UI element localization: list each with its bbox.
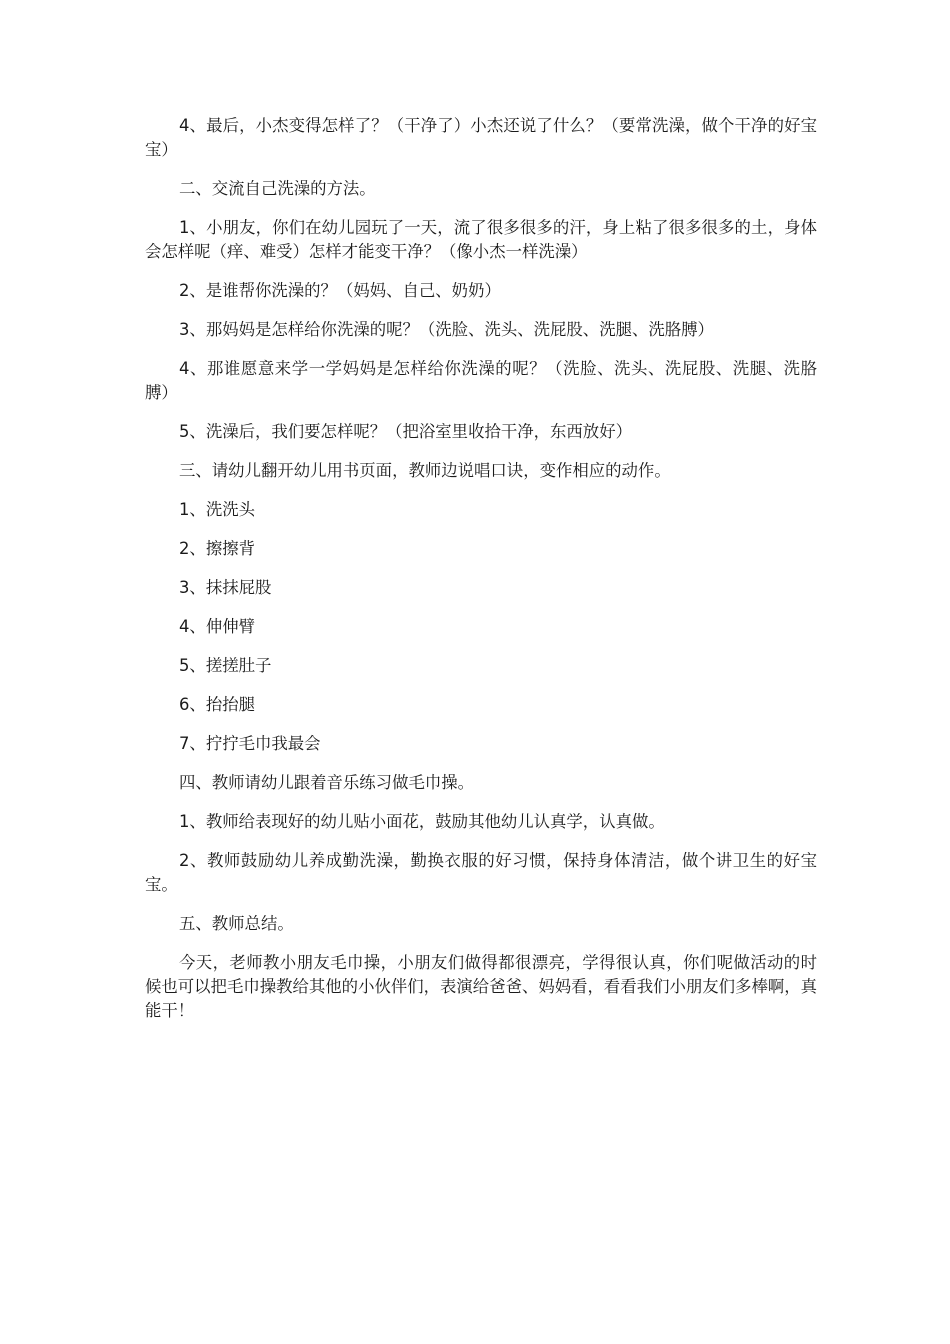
paragraph-encourage-1: 1、教师给表现好的幼儿贴小面花，鼓励其他幼儿认真学，认真做。 [179, 812, 665, 831]
paragraph-question-3: 3、那妈妈是怎样给你洗澡的呢？（洗脸、洗头、洗屁股、洗腿、洗胳膊） [179, 320, 714, 339]
section-heading-3: 三、请幼儿翻开幼儿用书页面，教师边说唱口诀，变作相应的动作。 [179, 461, 671, 480]
list-item-action-3: 3、抹抹屁股 [179, 578, 272, 597]
list-item-action-5: 5、搓搓肚子 [179, 656, 272, 675]
list-item-action-2: 2、擦擦背 [179, 539, 255, 558]
paragraph-step-4-result: 4、最后，小杰变得怎样了？（干净了）小杰还说了什么？（要常洗澡，做个干净的好宝宝） [145, 116, 817, 159]
paragraph-question-2: 2、是谁帮你洗澡的？（妈妈、自己、奶奶） [179, 281, 501, 300]
section-heading-2: 二、交流自己洗澡的方法。 [179, 179, 376, 198]
list-item-action-7: 7、拧拧毛巾我最会 [179, 734, 321, 753]
section-heading-4: 四、教师请幼儿跟着音乐练习做毛巾操。 [179, 773, 475, 792]
section-heading-5: 五、教师总结。 [179, 914, 294, 933]
list-item-action-6: 6、抬抬腿 [179, 695, 255, 714]
list-item-action-1: 1、洗洗头 [179, 500, 255, 519]
paragraph-encourage-2: 2、教师鼓励幼儿养成勤洗澡，勤换衣服的好习惯，保持身体清洁，做个讲卫生的好宝宝。 [145, 851, 817, 894]
document-page [145, 114, 817, 1038]
paragraph-question-5: 5、洗澡后，我们要怎样呢？（把浴室里收拾干净，东西放好） [179, 422, 632, 441]
paragraph-summary: 今天，老师教小朋友毛巾操，小朋友们做得都很漂亮，学得很认真，你们呢做活动的时候也可以把毛巾操教给其他的小伙伴们，表演给爸爸、妈妈看，看看我们小朋友们多棒啊，真能干！ [145, 953, 818, 1020]
paragraph-question-4: 4、那谁愿意来学一学妈妈是怎样给你洗澡的呢？（洗脸、洗头、洗屁股、洗腿、洗胳膊） [145, 359, 817, 402]
list-item-action-4: 4、伸伸臂 [179, 617, 255, 636]
paragraph-question-1: 1、小朋友，你们在幼儿园玩了一天，流了很多很多的汗，身上粘了很多很多的土，身体会怎样呢（痒、难受）怎样才能变干净？（像小杰一样洗澡） [145, 218, 817, 261]
